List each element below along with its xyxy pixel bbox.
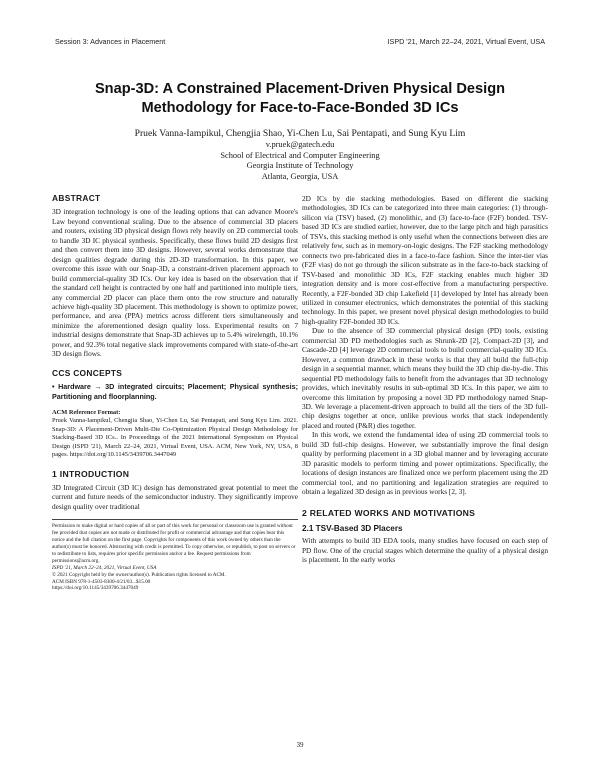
introduction-text: 3D Integrated Circuit (3D IC) design has demonstrated great potential to meet the current and future needs of the semiconductor industry. They significantly improve design quality over traditional	[52, 482, 298, 511]
footnote-isbn: ACM ISBN 978-1-4503-8300-4/21/03...$15.00	[52, 578, 151, 585]
abstract-text: 3D integration technology is one of the leading options that can advance Moore's Law beyond conventional scaling. Due to the absence of commercial 3D placers and routers, existing 3D physical design flows rely heavily on 2D commercial tools to handle 3D IC physical synthesis. Specifically, these flows build 2D designs first and then convert them into 3D designs. However, several works demonstrate that design qualities degrade during this 2D-3D transformation. In this paper, we overcome this issue with our Snap-3D, a constraint-driven placement approach to build commercial-quality 3D ICs. Our key idea is based on the observation that if the standard cell height is contracted by one half and partitioned into multiple tiers, any commercial 2D placer can place them onto the row structure and naturally achieve high-quality 3D placement. This methodology is shown to optimize power, performance, and area (PPA) metrics across different tiers simultaneously and minimize the aforementioned design quality loss. Experimental results on 7 industrial designs demonstrate that Snap-3D achieves up to 5.4% wirelength, 10.1% power, and 92.3% total negative slack improvements compared with state-of-the-art 3D design flows.	[52, 207, 298, 359]
running-header-venue: ISPD '21, March 22–24, 2021, Virtual Event, USA	[387, 37, 545, 46]
abstract-heading: ABSTRACT	[52, 193, 101, 203]
right-paragraph-2: Due to the absence of 3D commercial physical design (PD) tools, existing commercial 3D PD methodologies such as Shrunk-2D [2], Compact-2D [3], and Cascade-2D [4] leverage 2D commercial tools to build commercial-quality 3D ICs. However, a common drawback in these works is that they all build the full-chip design in a sequential manner, which means they build the 3D chip die-by-die. This sequential PD methodology fails to benefit from the advantages that 3D technology provides, which inevitably results in sub-optimal 3D ICs. In this paper, we aim to overcome this limitation by proposing a novel 3D PD methodology named Snap-3D. We leverage a placement-driven approach to build all the tiers of the 3D full-chip designs together at once, unlike previous works that stack independently placed and routed (P&R) dies together.	[302, 326, 548, 430]
right-column	[302, 194, 548, 565]
title-line-2: Methodology for Face-to-Face-Bonded 3D ICs	[141, 100, 459, 116]
footnote-doi: https://doi.org/10.1145/3439706.3447049	[52, 585, 139, 592]
permission-footnote: Permission to make digital or hard copies of all or part of this work for personal or classroom use is granted without fee provided that copies are not made or distributed for profit or commercial advantage and that copies bear this notice and the full citation on the first page. Copyrights for components of this work owned by others than the author(s) must be honored. Abstracting with credit is permitted. To copy otherwise, or republish, to post on servers or to redistribute to lists, requires prior specific permission and/or a fee. Request permissions from permissions@acm.org.	[52, 523, 296, 564]
footnote-venue: ISPD '21, March 22–24, 2021, Virtual Event, USA	[52, 564, 157, 571]
page-number: 39	[296, 741, 304, 749]
left-column	[52, 194, 298, 592]
right-paragraph-3: In this work, we extend the fundamental idea of using 2D commercial tools to build 3D full-chip designs. However, we substantially improve the final design quality by performing placement in a 3D global manner and by leveraging accurate 3D parasitic models to perform timing and power optimizations. Specifically, the locations of design instances are finalized once we perform placement using the 2D commercial tool, and no partitioning and legalization strategies are required to obtain a legalized 3D design as in previous works [2, 3].	[302, 430, 548, 497]
title-line-1: Snap-3D: A Constrained Placement-Driven Physical Design	[94, 81, 506, 97]
institute-name: Georgia Institute of Technology	[246, 161, 354, 170]
paper-title	[40, 80, 560, 118]
acm-reference-text: Pruek Vanna-Iampikul, Chengjia Shao, Yi-Chen Lu, Sai Pentapati, and Sung Kyu Lim. 2021. Snap-3D: A Placement-Driven Multi-Die Co-Optimization Physical Design Methodology for Stacking-Based 3D ICs.. In Proceedings of the 2021 International Symposium on Physical Design (ISPD '21), March 22–24, 2021, Virtual Event, USA. ACM, New York, NY, USA, 8 pages. https://doi.org/10.1145/3439706.3447049	[52, 417, 298, 459]
affiliation-block	[40, 140, 560, 182]
tsv-placers-heading: 2.1 TSV-Based 3D Placers	[302, 523, 403, 533]
right-paragraph-1: 2D ICs by die stacking methodologies. Based on different die stacking methodologies, 3D ICs can be categorized into three main categories: (1) through-silicon via (TSV) based, (2) monolithic, and (3) face-to-face (F2F) bonded. TSV-based 3D ICs are studied earlier, however, due to the large pitch and high parasitics of TSVs, this stacking method is only useful when the connections between dies are relatively few, such as in memory-on-logic designs. The F2F stacking methodology connects two pre-fabricated dies in a face-to-face fashion. Since the inter-tier vias (F2F vias) do not go through the silicon substrate as in the face-to-back stacking of TSV-based and monolithic 3D ICs, F2F stacking enables much higher 3D integration density and is more cost-effective from a manufacturing perspective. Recently, a F2F-bonded 3D chip Lakefield [1] developed by Intel has already been utilized in consumer electronics, which demonstrates the potential of this stacking technology. In this paper, we present novel physical design methodologies to build high-quality F2F-bonded 3D ICs.	[302, 194, 548, 326]
school-name: School of Electrical and Computer Engineering	[220, 150, 380, 160]
author-list: Pruek Vanna-Iampikul, Chengjia Shao, Yi-Chen Lu, Sai Pentapati, and Sung Kyu Lim	[134, 128, 466, 139]
tsv-placers-text: With attempts to build 3D EDA tools, many studies have focused on each step of PD flow. One of the crucial stages which determine the quality of a physical design is placement. In the early works	[302, 536, 548, 565]
ccs-concepts-text: • Hardware → 3D integrated circuits; Placement; Physical synthesis; Partitioning and floorplanning.	[52, 382, 298, 401]
footnote-copyright: © 2021 Copyright held by the owner/author(s). Publication rights licensed to ACM.	[52, 571, 226, 578]
author-email: v.pruek@gatech.edu	[265, 140, 335, 149]
footnote-divider	[52, 519, 298, 520]
related-works-heading: 2 RELATED WORKS AND MOTIVATIONS	[302, 507, 476, 518]
ccs-heading: CCS CONCEPTS	[52, 367, 123, 378]
introduction-heading: 1 INTRODUCTION	[52, 468, 130, 479]
city-name: Atlanta, Georgia, USA	[261, 171, 339, 181]
running-header-session: Session 3: Advances in Placement	[55, 37, 166, 46]
acm-reference-heading: ACM Reference Format:	[52, 409, 121, 417]
